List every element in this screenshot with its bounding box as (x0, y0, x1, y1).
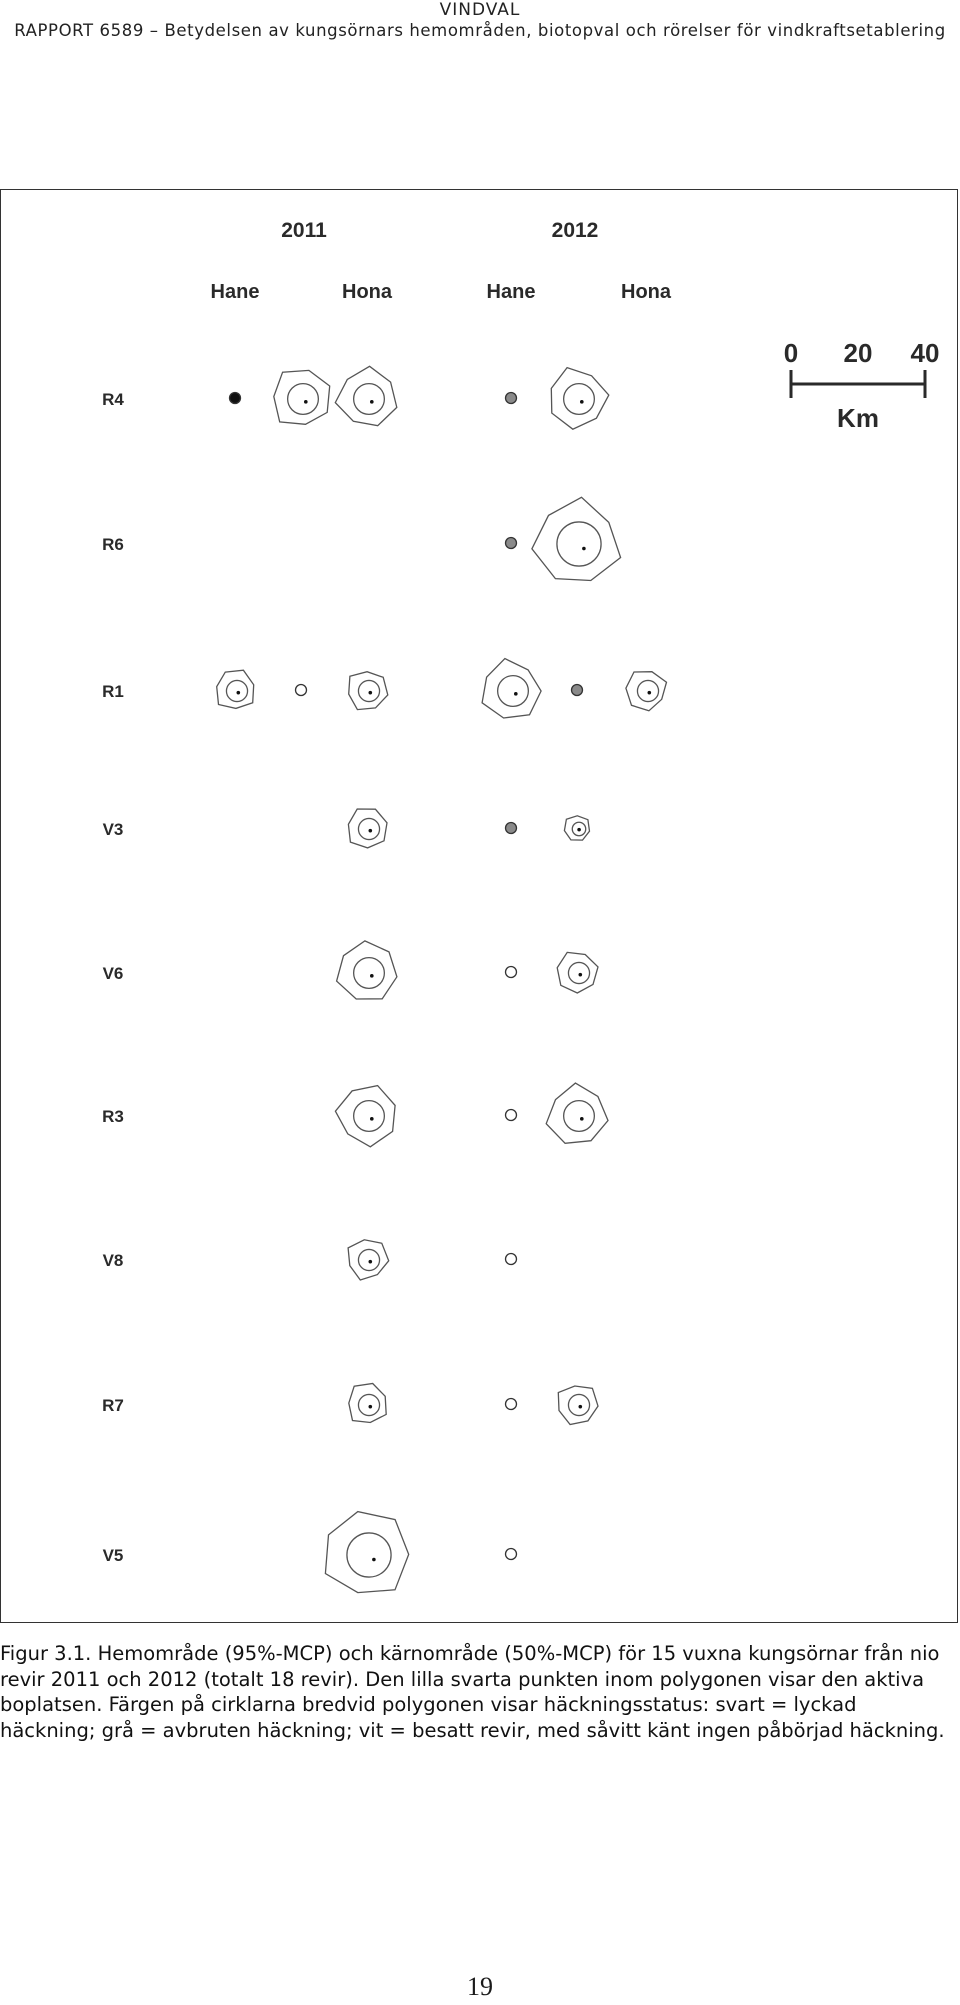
scale-bar (784, 338, 940, 433)
home-range-polygon (217, 670, 254, 708)
sex-label-hona-2012: Hona (621, 281, 671, 303)
territory-rows (102, 366, 666, 1592)
nest-site-dot (580, 1117, 584, 1121)
core-area-circle (354, 384, 385, 415)
home-range-polygon (558, 1386, 598, 1425)
home-range-polygon (325, 1512, 408, 1593)
nest-site-dot (582, 547, 586, 551)
territory-label: V5 (102, 1546, 124, 1565)
nest-site-dot (237, 691, 241, 695)
home-range-polygon (551, 368, 609, 430)
home-range-polygon (546, 1083, 608, 1143)
core-area-circle (358, 1394, 379, 1415)
nest-site-dot (579, 973, 583, 977)
home-range-polygon (349, 1384, 386, 1423)
home-range-polygon (337, 941, 397, 999)
home-range-polygon (335, 366, 397, 425)
nest-site-dot (370, 1117, 374, 1121)
year-label-2012: 2012 (551, 219, 599, 242)
home-range-figure (0, 189, 958, 1623)
home-range-polygon (274, 370, 330, 424)
core-area-circle (347, 1533, 391, 1577)
nest-site-dot (304, 400, 308, 404)
sex-label-hona-2011: Hona (342, 281, 392, 303)
page-number: 19 (467, 1972, 493, 2001)
nest-site-dot (370, 974, 374, 978)
territory-label: R1 (102, 682, 124, 701)
nest-site-dot (577, 828, 581, 832)
home-range-polygon (349, 672, 388, 710)
home-range-polygon (626, 672, 667, 711)
core-area-circle (354, 1101, 385, 1132)
territory-row-r4 (102, 366, 609, 429)
year-label-2011: 2011 (281, 219, 327, 242)
core-area-circle (557, 522, 601, 566)
home-range-polygon (348, 809, 387, 848)
territory-row-v8 (103, 1240, 517, 1280)
territory-label: R4 (102, 390, 124, 409)
breeding-status-dot (506, 1399, 517, 1410)
territory-label: R6 (102, 535, 124, 554)
territory-row-r3 (102, 1083, 608, 1147)
home-range-polygon (335, 1086, 395, 1147)
breeding-status-dot (506, 967, 517, 978)
home-range-polygon (348, 1240, 389, 1280)
sex-label-hane-2011: Hane (210, 281, 260, 303)
nest-site-dot (369, 1405, 373, 1409)
nest-site-dot (514, 692, 518, 696)
nest-site-dot (369, 691, 373, 695)
nest-site-dot (370, 400, 374, 404)
core-area-circle (226, 680, 247, 701)
territory-label: R7 (102, 1396, 124, 1415)
figure-caption: Figur 3.1. Hemområde (95%-MCP) och kärnområde (50%-MCP) för 15 vuxna kungsörnar från nio revir 2011 och 2012 (totalt 18 revir). Den lilla svarta punkten inom polygonen visar den aktiva boplatsen. Färgen på cirklarna bredvid polygonen visar häckningsstatus: svart = lyckad häckning; grå = avbruten häckning; vit = besatt revir, med såvitt känt ingen påbörjad häckning. (0, 1642, 945, 1742)
core-area-circle (288, 384, 319, 415)
core-area-circle (358, 680, 379, 701)
core-area-circle (564, 1101, 595, 1132)
breeding-status-dot (506, 538, 517, 549)
core-area-circle (568, 962, 589, 983)
breeding-status-dot (506, 1254, 517, 1265)
nest-site-dot (372, 1558, 376, 1562)
nest-site-dot (580, 400, 584, 404)
scale-tick-20: 20 (843, 338, 873, 368)
nest-site-dot (648, 691, 652, 695)
breeding-status-dot (230, 393, 241, 404)
core-area-circle (637, 680, 658, 701)
territory-row-r1 (102, 659, 666, 718)
core-area-circle (358, 818, 379, 839)
breeding-status-dot (506, 393, 517, 404)
running-header-report: RAPPORT 6589 – Betydelsen av kungsörnars hemområden, biotopval och rörelser för vindkraftsetablering (14, 21, 946, 40)
scale-tick-40: 40 (910, 338, 940, 368)
nest-site-dot (369, 829, 373, 833)
core-area-circle (358, 1249, 379, 1270)
sex-label-hane-2012: Hane (486, 281, 536, 303)
home-range-polygon (482, 659, 541, 718)
territory-label: V6 (102, 964, 124, 983)
home-range-polygon (532, 497, 621, 580)
territory-row-v6 (103, 941, 598, 999)
territory-label: V3 (102, 820, 124, 839)
breeding-status-dot (506, 1110, 517, 1121)
nest-site-dot (369, 1260, 373, 1264)
territory-label: R3 (102, 1107, 124, 1126)
territory-row-r7 (102, 1384, 598, 1425)
territory-label: V8 (102, 1251, 124, 1270)
territory-row-r6 (102, 497, 620, 580)
figure-canvas (1, 190, 959, 1624)
home-range-polygon (557, 952, 598, 993)
core-area-circle (568, 1394, 589, 1415)
core-area-circle (354, 958, 385, 989)
breeding-status-dot (506, 1549, 517, 1560)
nest-site-dot (579, 1405, 583, 1409)
core-area-circle (564, 384, 595, 415)
breeding-status-dot (572, 685, 583, 696)
scale-tick-0: 0 (783, 338, 799, 368)
breeding-status-dot (506, 823, 517, 834)
core-area-circle (498, 676, 529, 707)
running-header-series: VINDVAL (439, 0, 521, 20)
breeding-status-dot (296, 685, 307, 696)
scale-unit: Km (837, 403, 879, 433)
territory-row-v5 (103, 1512, 517, 1593)
territory-row-v3 (103, 809, 590, 848)
